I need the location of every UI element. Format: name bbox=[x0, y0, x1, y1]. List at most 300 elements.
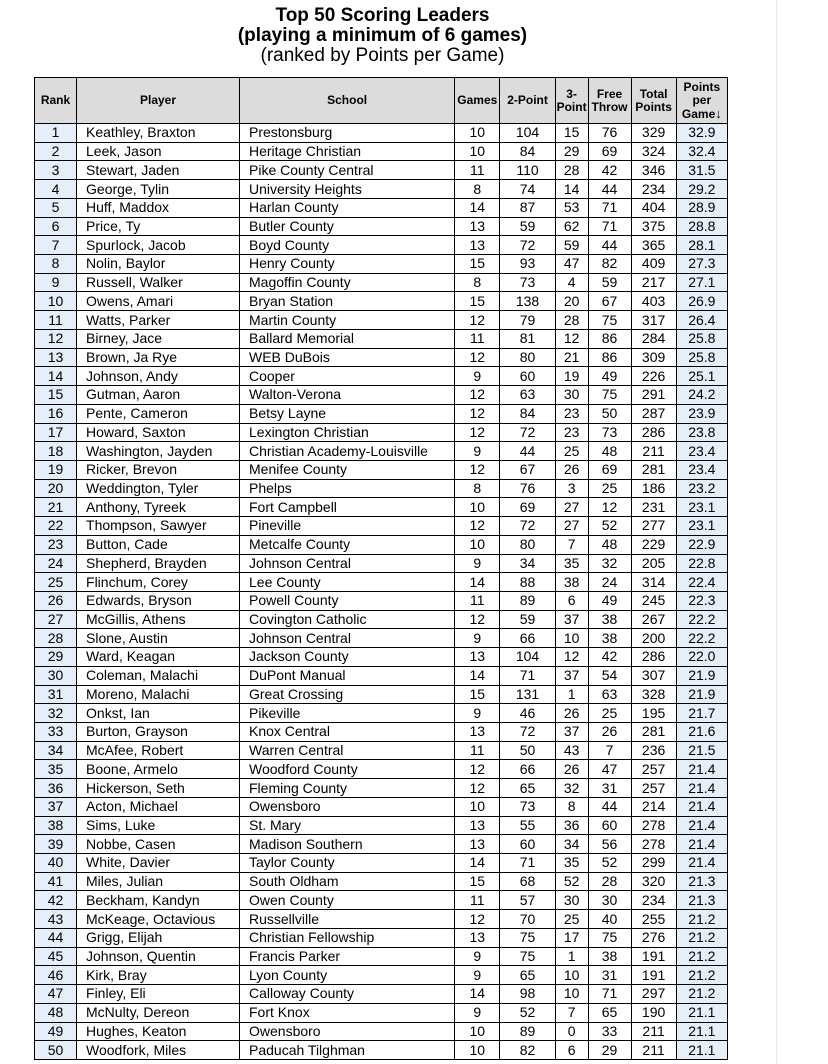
two-point-cell: 84 bbox=[500, 404, 555, 423]
three-point-cell: 23 bbox=[555, 423, 588, 442]
games-cell: 11 bbox=[455, 161, 500, 180]
table-row bbox=[35, 648, 728, 667]
total-points-cell: 346 bbox=[631, 161, 676, 180]
three-point-cell: 21 bbox=[555, 348, 588, 367]
three-point-cell: 7 bbox=[555, 535, 588, 554]
total-points-cell: 211 bbox=[631, 442, 676, 461]
rank-cell: 14 bbox=[35, 367, 77, 386]
player-cell: Ward, Keagan bbox=[77, 648, 240, 667]
free-throw-cell: 63 bbox=[588, 685, 631, 704]
two-point-cell: 80 bbox=[500, 535, 555, 554]
school-cell: Taylor County bbox=[240, 854, 455, 873]
two-point-cell: 89 bbox=[500, 1022, 555, 1041]
player-cell: Thompson, Sawyer bbox=[77, 517, 240, 536]
player-cell: Nobbe, Casen bbox=[77, 835, 240, 854]
two-point-cell: 68 bbox=[500, 872, 555, 891]
free-throw-cell: 42 bbox=[588, 648, 631, 667]
rank-cell: 7 bbox=[35, 236, 77, 255]
col-header-ppg-label: Points per Game bbox=[681, 79, 721, 121]
total-points-cell: 236 bbox=[631, 741, 676, 760]
player-cell: Onkst, Ian bbox=[77, 704, 240, 723]
two-point-cell: 65 bbox=[500, 779, 555, 798]
rank-cell: 19 bbox=[35, 460, 77, 479]
rank-cell: 29 bbox=[35, 648, 77, 667]
school-cell: Johnson Central bbox=[240, 554, 455, 573]
player-cell: Leek, Jason bbox=[77, 142, 240, 161]
total-points-cell: 278 bbox=[631, 816, 676, 835]
three-point-cell: 37 bbox=[555, 610, 588, 629]
total-points-cell: 190 bbox=[631, 1003, 676, 1022]
three-point-cell: 6 bbox=[555, 1041, 588, 1060]
school-cell: Bryan Station bbox=[240, 292, 455, 311]
rank-cell: 28 bbox=[35, 629, 77, 648]
ppg-cell: 23.4 bbox=[676, 460, 727, 479]
free-throw-cell: 47 bbox=[588, 760, 631, 779]
rank-cell: 32 bbox=[35, 704, 77, 723]
three-point-cell: 47 bbox=[555, 255, 588, 274]
three-point-cell: 35 bbox=[555, 554, 588, 573]
games-cell: 14 bbox=[455, 573, 500, 592]
table-row bbox=[35, 554, 728, 573]
table-row bbox=[35, 498, 728, 517]
page-gutter-right bbox=[776, 0, 777, 1064]
table-body bbox=[35, 124, 728, 1060]
player-cell: Hickerson, Seth bbox=[77, 779, 240, 798]
school-cell: Russellville bbox=[240, 910, 455, 929]
ppg-cell: 23.8 bbox=[676, 423, 727, 442]
games-cell: 13 bbox=[455, 816, 500, 835]
total-points-cell: 286 bbox=[631, 648, 676, 667]
two-point-cell: 88 bbox=[500, 573, 555, 592]
table-row bbox=[35, 404, 728, 423]
rank-cell: 10 bbox=[35, 292, 77, 311]
ppg-cell: 22.3 bbox=[676, 591, 727, 610]
games-cell: 9 bbox=[455, 966, 500, 985]
games-cell: 12 bbox=[455, 910, 500, 929]
col-header-points-per-game[interactable] bbox=[676, 78, 727, 124]
table-row bbox=[35, 854, 728, 873]
ppg-cell: 21.2 bbox=[676, 928, 727, 947]
three-point-cell: 30 bbox=[555, 891, 588, 910]
games-cell: 13 bbox=[455, 928, 500, 947]
player-cell: Hughes, Keaton bbox=[77, 1022, 240, 1041]
free-throw-cell: 44 bbox=[588, 236, 631, 255]
school-cell: Boyd County bbox=[240, 236, 455, 255]
school-cell: Warren Central bbox=[240, 741, 455, 760]
rank-cell: 13 bbox=[35, 348, 77, 367]
col-header-rank[interactable]: Rank bbox=[35, 78, 77, 124]
free-throw-cell: 24 bbox=[588, 573, 631, 592]
two-point-cell: 66 bbox=[500, 629, 555, 648]
free-throw-cell: 75 bbox=[588, 928, 631, 947]
ppg-cell: 23.1 bbox=[676, 498, 727, 517]
school-cell: Powell County bbox=[240, 591, 455, 610]
games-cell: 13 bbox=[455, 723, 500, 742]
player-cell: Ricker, Brevon bbox=[77, 460, 240, 479]
games-cell: 15 bbox=[455, 685, 500, 704]
free-throw-cell: 75 bbox=[588, 311, 631, 330]
school-cell: Covington Catholic bbox=[240, 610, 455, 629]
school-cell: Magoffin County bbox=[240, 273, 455, 292]
games-cell: 12 bbox=[455, 779, 500, 798]
three-point-cell: 59 bbox=[555, 236, 588, 255]
rank-cell: 5 bbox=[35, 198, 77, 217]
col-header-2-point[interactable]: 2-Point bbox=[500, 78, 555, 124]
player-cell: Watts, Parker bbox=[77, 311, 240, 330]
player-cell: Price, Ty bbox=[77, 217, 240, 236]
three-point-cell: 8 bbox=[555, 797, 588, 816]
table-row bbox=[35, 704, 728, 723]
three-point-cell: 1 bbox=[555, 947, 588, 966]
games-cell: 11 bbox=[455, 591, 500, 610]
games-cell: 8 bbox=[455, 273, 500, 292]
ppg-cell: 25.8 bbox=[676, 348, 727, 367]
three-point-cell: 7 bbox=[555, 1003, 588, 1022]
games-cell: 13 bbox=[455, 648, 500, 667]
school-cell: Madison Southern bbox=[240, 835, 455, 854]
school-cell: WEB DuBois bbox=[240, 348, 455, 367]
player-cell: Owens, Amari bbox=[77, 292, 240, 311]
games-cell: 13 bbox=[455, 236, 500, 255]
free-throw-cell: 28 bbox=[588, 872, 631, 891]
two-point-cell: 93 bbox=[500, 255, 555, 274]
free-throw-cell: 31 bbox=[588, 779, 631, 798]
free-throw-cell: 29 bbox=[588, 1041, 631, 1060]
player-cell: Spurlock, Jacob bbox=[77, 236, 240, 255]
three-point-cell: 37 bbox=[555, 723, 588, 742]
rank-cell: 17 bbox=[35, 423, 77, 442]
three-point-cell: 19 bbox=[555, 367, 588, 386]
col-header-total-points[interactable] bbox=[631, 78, 676, 124]
free-throw-cell: 32 bbox=[588, 554, 631, 573]
two-point-cell: 75 bbox=[500, 928, 555, 947]
three-point-cell: 17 bbox=[555, 928, 588, 947]
total-points-cell: 234 bbox=[631, 180, 676, 199]
ppg-cell: 21.2 bbox=[676, 985, 727, 1004]
player-cell: Button, Cade bbox=[77, 535, 240, 554]
three-point-cell: 20 bbox=[555, 292, 588, 311]
title-block bbox=[0, 6, 765, 66]
rank-cell: 44 bbox=[35, 928, 77, 947]
ppg-cell: 29.2 bbox=[676, 180, 727, 199]
rank-cell: 49 bbox=[35, 1022, 77, 1041]
table-row bbox=[35, 610, 728, 629]
rank-cell: 4 bbox=[35, 180, 77, 199]
ppg-cell: 21.7 bbox=[676, 704, 727, 723]
total-points-cell: 375 bbox=[631, 217, 676, 236]
player-cell: Johnson, Andy bbox=[77, 367, 240, 386]
games-cell: 10 bbox=[455, 797, 500, 816]
two-point-cell: 60 bbox=[500, 835, 555, 854]
school-cell: Fort Campbell bbox=[240, 498, 455, 517]
total-points-cell: 286 bbox=[631, 423, 676, 442]
rank-cell: 18 bbox=[35, 442, 77, 461]
games-cell: 10 bbox=[455, 1041, 500, 1060]
table-row bbox=[35, 985, 728, 1004]
three-point-cell: 1 bbox=[555, 685, 588, 704]
rank-cell: 8 bbox=[35, 255, 77, 274]
col-header-player[interactable]: Player bbox=[77, 78, 240, 124]
rank-cell: 47 bbox=[35, 985, 77, 1004]
ppg-cell: 21.9 bbox=[676, 685, 727, 704]
three-point-cell: 3 bbox=[555, 479, 588, 498]
two-point-cell: 138 bbox=[500, 292, 555, 311]
player-cell: Boone, Armelo bbox=[77, 760, 240, 779]
rank-cell: 42 bbox=[35, 891, 77, 910]
total-points-cell: 329 bbox=[631, 124, 676, 143]
table-row bbox=[35, 180, 728, 199]
games-cell: 12 bbox=[455, 517, 500, 536]
total-points-cell: 309 bbox=[631, 348, 676, 367]
two-point-cell: 71 bbox=[500, 854, 555, 873]
ppg-cell: 21.1 bbox=[676, 1022, 727, 1041]
ppg-cell: 21.4 bbox=[676, 854, 727, 873]
table-row bbox=[35, 629, 728, 648]
three-point-cell: 32 bbox=[555, 779, 588, 798]
ppg-cell: 25.1 bbox=[676, 367, 727, 386]
school-cell: Butler County bbox=[240, 217, 455, 236]
three-point-cell: 27 bbox=[555, 498, 588, 517]
two-point-cell: 81 bbox=[500, 329, 555, 348]
two-point-cell: 131 bbox=[500, 685, 555, 704]
games-cell: 12 bbox=[455, 311, 500, 330]
school-cell: Owensboro bbox=[240, 1022, 455, 1041]
school-cell: Paducah Tilghman bbox=[240, 1041, 455, 1060]
player-cell: Anthony, Tyreek bbox=[77, 498, 240, 517]
three-point-cell: 30 bbox=[555, 386, 588, 405]
rank-cell: 27 bbox=[35, 610, 77, 629]
table-row bbox=[35, 947, 728, 966]
total-points-cell: 257 bbox=[631, 779, 676, 798]
games-cell: 12 bbox=[455, 610, 500, 629]
three-point-cell: 38 bbox=[555, 573, 588, 592]
three-point-cell: 53 bbox=[555, 198, 588, 217]
two-point-cell: 89 bbox=[500, 591, 555, 610]
table-row bbox=[35, 872, 728, 891]
rank-cell: 48 bbox=[35, 1003, 77, 1022]
games-cell: 9 bbox=[455, 1003, 500, 1022]
free-throw-cell: 38 bbox=[588, 610, 631, 629]
free-throw-cell: 73 bbox=[588, 423, 631, 442]
two-point-cell: 46 bbox=[500, 704, 555, 723]
total-points-cell: 324 bbox=[631, 142, 676, 161]
two-point-cell: 75 bbox=[500, 947, 555, 966]
free-throw-cell: 26 bbox=[588, 723, 631, 742]
two-point-cell: 52 bbox=[500, 1003, 555, 1022]
games-cell: 9 bbox=[455, 629, 500, 648]
school-cell: Francis Parker bbox=[240, 947, 455, 966]
table-row bbox=[35, 423, 728, 442]
school-cell: Owen County bbox=[240, 891, 455, 910]
player-cell: Acton, Michael bbox=[77, 797, 240, 816]
ppg-cell: 25.8 bbox=[676, 329, 727, 348]
two-point-cell: 44 bbox=[500, 442, 555, 461]
player-cell: Nolin, Baylor bbox=[77, 255, 240, 274]
ppg-cell: 21.3 bbox=[676, 891, 727, 910]
three-point-cell: 25 bbox=[555, 442, 588, 461]
free-throw-cell: 52 bbox=[588, 517, 631, 536]
table-row bbox=[35, 348, 728, 367]
two-point-cell: 70 bbox=[500, 910, 555, 929]
free-throw-cell: 38 bbox=[588, 947, 631, 966]
ppg-cell: 28.9 bbox=[676, 198, 727, 217]
games-cell: 12 bbox=[455, 348, 500, 367]
school-cell: St. Mary bbox=[240, 816, 455, 835]
table-row bbox=[35, 255, 728, 274]
free-throw-cell: 67 bbox=[588, 292, 631, 311]
scoring-leaders-table bbox=[34, 77, 728, 1060]
ppg-cell: 23.2 bbox=[676, 479, 727, 498]
two-point-cell: 65 bbox=[500, 966, 555, 985]
rank-cell: 15 bbox=[35, 386, 77, 405]
rank-cell: 16 bbox=[35, 404, 77, 423]
ppg-cell: 21.9 bbox=[676, 666, 727, 685]
rank-cell: 39 bbox=[35, 835, 77, 854]
free-throw-cell: 38 bbox=[588, 629, 631, 648]
games-cell: 10 bbox=[455, 535, 500, 554]
total-points-cell: 409 bbox=[631, 255, 676, 274]
total-points-cell: 328 bbox=[631, 685, 676, 704]
school-cell: South Oldham bbox=[240, 872, 455, 891]
ppg-cell: 21.1 bbox=[676, 1041, 727, 1060]
total-points-cell: 317 bbox=[631, 311, 676, 330]
player-cell: Edwards, Bryson bbox=[77, 591, 240, 610]
ppg-cell: 23.4 bbox=[676, 442, 727, 461]
total-points-cell: 299 bbox=[631, 854, 676, 873]
col-header-school[interactable]: School bbox=[240, 78, 455, 124]
school-cell: Christian Fellowship bbox=[240, 928, 455, 947]
three-point-cell: 29 bbox=[555, 142, 588, 161]
rank-cell: 25 bbox=[35, 573, 77, 592]
games-cell: 13 bbox=[455, 835, 500, 854]
rank-cell: 41 bbox=[35, 872, 77, 891]
school-cell: Pikeville bbox=[240, 704, 455, 723]
table-row bbox=[35, 797, 728, 816]
table-row bbox=[35, 217, 728, 236]
total-points-cell: 284 bbox=[631, 329, 676, 348]
player-cell: Flinchum, Corey bbox=[77, 573, 240, 592]
games-cell: 10 bbox=[455, 498, 500, 517]
ppg-cell: 21.2 bbox=[676, 947, 727, 966]
games-cell: 11 bbox=[455, 741, 500, 760]
three-point-cell: 10 bbox=[555, 985, 588, 1004]
total-points-cell: 226 bbox=[631, 367, 676, 386]
col-header-3-point[interactable] bbox=[555, 78, 588, 124]
total-points-cell: 307 bbox=[631, 666, 676, 685]
school-cell: Johnson Central bbox=[240, 629, 455, 648]
games-cell: 14 bbox=[455, 985, 500, 1004]
three-point-cell: 25 bbox=[555, 910, 588, 929]
games-cell: 9 bbox=[455, 554, 500, 573]
rank-cell: 50 bbox=[35, 1041, 77, 1060]
table-row bbox=[35, 816, 728, 835]
two-point-cell: 72 bbox=[500, 423, 555, 442]
school-cell: Martin County bbox=[240, 311, 455, 330]
table-row bbox=[35, 367, 728, 386]
player-cell: Finley, Eli bbox=[77, 985, 240, 1004]
free-throw-cell: 12 bbox=[588, 498, 631, 517]
two-point-cell: 79 bbox=[500, 311, 555, 330]
school-cell: Phelps bbox=[240, 479, 455, 498]
table-row bbox=[35, 386, 728, 405]
player-cell: Russell, Walker bbox=[77, 273, 240, 292]
total-points-cell: 281 bbox=[631, 723, 676, 742]
free-throw-cell: 31 bbox=[588, 966, 631, 985]
table-row bbox=[35, 273, 728, 292]
col-header-games[interactable]: Games bbox=[455, 78, 500, 124]
total-points-cell: 234 bbox=[631, 891, 676, 910]
free-throw-cell: 60 bbox=[588, 816, 631, 835]
games-cell: 15 bbox=[455, 872, 500, 891]
total-points-cell: 257 bbox=[631, 760, 676, 779]
player-cell: Stewart, Jaden bbox=[77, 161, 240, 180]
free-throw-cell: 71 bbox=[588, 985, 631, 1004]
table-row bbox=[35, 1022, 728, 1041]
free-throw-cell: 54 bbox=[588, 666, 631, 685]
three-point-cell: 28 bbox=[555, 311, 588, 330]
header-row bbox=[35, 78, 728, 124]
total-points-cell: 404 bbox=[631, 198, 676, 217]
col-header-3-point-label: 3- Point bbox=[556, 86, 587, 114]
free-throw-cell: 7 bbox=[588, 741, 631, 760]
games-cell: 10 bbox=[455, 142, 500, 161]
table-row bbox=[35, 124, 728, 143]
three-point-cell: 26 bbox=[555, 760, 588, 779]
total-points-cell: 314 bbox=[631, 573, 676, 592]
total-points-cell: 278 bbox=[631, 835, 676, 854]
ppg-cell: 21.4 bbox=[676, 797, 727, 816]
player-cell: Pente, Cameron bbox=[77, 404, 240, 423]
free-throw-cell: 71 bbox=[588, 217, 631, 236]
games-cell: 13 bbox=[455, 217, 500, 236]
table-row bbox=[35, 1041, 728, 1060]
games-cell: 10 bbox=[455, 124, 500, 143]
total-points-cell: 211 bbox=[631, 1041, 676, 1060]
two-point-cell: 72 bbox=[500, 723, 555, 742]
ppg-cell: 22.4 bbox=[676, 573, 727, 592]
rank-cell: 23 bbox=[35, 535, 77, 554]
page-sort-note: (ranked by Points per Game) bbox=[260, 45, 505, 66]
games-cell: 12 bbox=[455, 386, 500, 405]
two-point-cell: 73 bbox=[500, 273, 555, 292]
total-points-cell: 211 bbox=[631, 1022, 676, 1041]
three-point-cell: 6 bbox=[555, 591, 588, 610]
rank-cell: 45 bbox=[35, 947, 77, 966]
games-cell: 8 bbox=[455, 479, 500, 498]
three-point-cell: 26 bbox=[555, 460, 588, 479]
ppg-cell: 27.1 bbox=[676, 273, 727, 292]
rank-cell: 22 bbox=[35, 517, 77, 536]
free-throw-cell: 56 bbox=[588, 835, 631, 854]
rank-cell: 35 bbox=[35, 760, 77, 779]
three-point-cell: 34 bbox=[555, 835, 588, 854]
ppg-cell: 22.0 bbox=[676, 648, 727, 667]
col-header-free-throw[interactable] bbox=[588, 78, 631, 124]
school-cell: Great Crossing bbox=[240, 685, 455, 704]
player-cell: Coleman, Malachi bbox=[77, 666, 240, 685]
three-point-cell: 52 bbox=[555, 872, 588, 891]
free-throw-cell: 50 bbox=[588, 404, 631, 423]
rank-cell: 24 bbox=[35, 554, 77, 573]
ppg-cell: 32.9 bbox=[676, 124, 727, 143]
table-row bbox=[35, 573, 728, 592]
ppg-cell: 31.5 bbox=[676, 161, 727, 180]
two-point-cell: 110 bbox=[500, 161, 555, 180]
free-throw-cell: 40 bbox=[588, 910, 631, 929]
total-points-cell: 205 bbox=[631, 554, 676, 573]
three-point-cell: 28 bbox=[555, 161, 588, 180]
player-cell: McGillis, Athens bbox=[77, 610, 240, 629]
